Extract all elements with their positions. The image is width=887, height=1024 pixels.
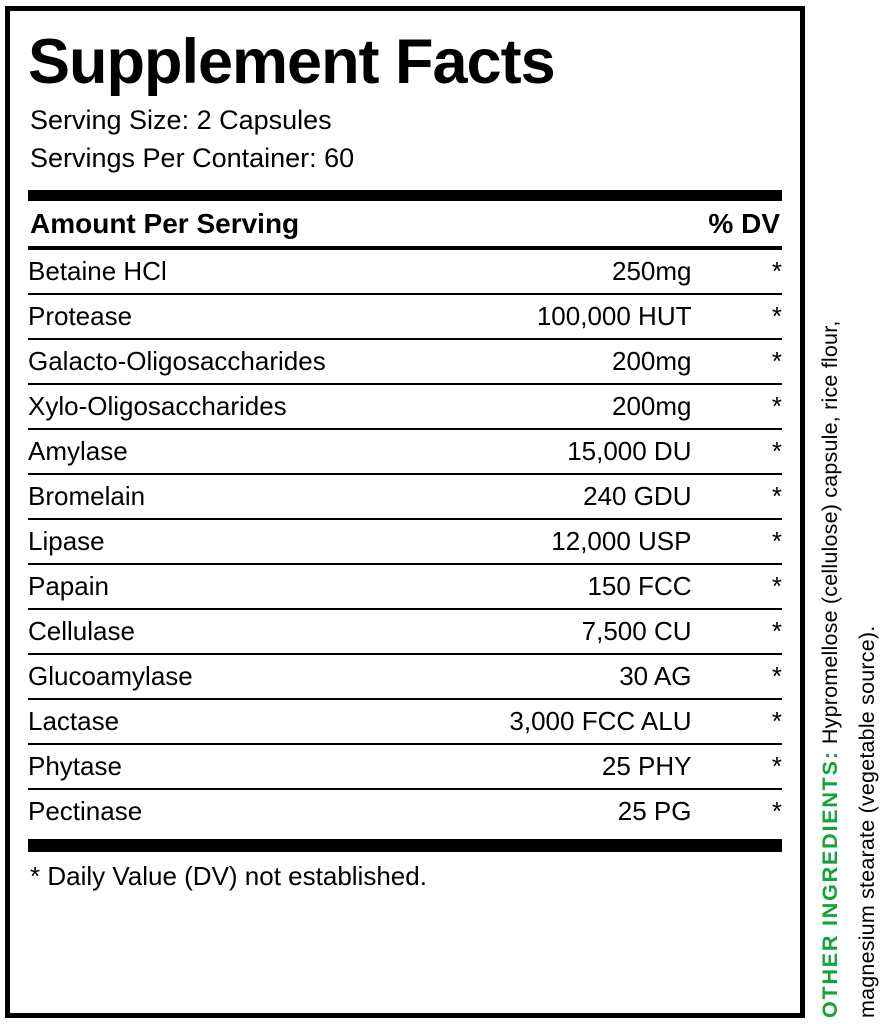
table-row	[28, 564, 782, 609]
nutrient-amount: 3,000 FCC ALU	[375, 699, 692, 744]
nutrient-amount: 25 PG	[617, 795, 692, 826]
nutrient-name: Amylase	[28, 429, 375, 474]
serving-size-text: Serving Size: 2 Capsules	[30, 105, 332, 136]
nutrient-name: Galacto-Oligosaccharides	[28, 339, 375, 384]
other-ingredients-block	[812, 0, 887, 1024]
nutrient-dv: *	[692, 744, 783, 789]
nutrient-amount: 100,000 HUT	[375, 294, 692, 339]
table-row	[28, 429, 782, 474]
nutrient-amount: 200mg	[375, 384, 692, 429]
divider-thick-bottom	[28, 839, 782, 852]
daily-value-footnote: * Daily Value (DV) not established.	[30, 860, 427, 891]
nutrient-name: Lactase	[28, 699, 375, 744]
page-title: Supplement Facts	[28, 27, 555, 97]
nutrient-dv: *	[692, 384, 783, 429]
nutrient-name: Pectinase	[28, 795, 143, 826]
nutrient-dv: *	[692, 294, 783, 339]
servings-per-container-text: Servings Per Container: 60	[30, 143, 355, 174]
nutrient-name: Lipase	[28, 519, 375, 564]
nutrient-dv: *	[692, 654, 783, 699]
table-row	[28, 250, 782, 294]
table-row	[28, 699, 782, 744]
nutrient-dv: *	[692, 250, 783, 294]
table-row	[28, 654, 782, 699]
nutrient-dv: *	[692, 339, 783, 384]
table-row	[28, 294, 782, 339]
nutrient-amount: 12,000 USP	[375, 519, 692, 564]
nutrient-name: Xylo-Oligosaccharides	[28, 384, 375, 429]
nutrient-dv: *	[771, 795, 782, 826]
nutrient-amount: 200mg	[375, 339, 692, 384]
nutrient-dv: *	[692, 474, 783, 519]
nutrient-dv: *	[692, 519, 783, 564]
table-row	[28, 384, 782, 429]
amount-per-serving-header: Amount Per Serving	[30, 207, 300, 239]
divider-thick-top	[28, 190, 782, 201]
nutrient-dv: *	[692, 609, 783, 654]
nutrient-dv: *	[692, 699, 783, 744]
nutrient-amount: 150 FCC	[375, 564, 692, 609]
nutrient-name: Papain	[28, 564, 375, 609]
table-row	[28, 519, 782, 564]
other-ingredients-line-1: Hypromellose (cellulose) capsule, rice flour,	[818, 320, 842, 745]
supplement-facts-panel	[5, 6, 805, 1018]
table-row	[28, 474, 782, 519]
nutrient-name: Phytase	[28, 744, 375, 789]
other-ingredients-label: OTHER INGREDIENTS:	[818, 750, 842, 1018]
table-row	[28, 339, 782, 384]
other-ingredients-line-2: magnesium stearate (vegetable source).	[854, 625, 879, 1018]
nutrient-amount: 30 AG	[375, 654, 692, 699]
nutrient-amount: 7,500 CU	[375, 609, 692, 654]
table-header-row	[28, 201, 782, 246]
nutrient-name: Protease	[28, 294, 375, 339]
table-row	[28, 609, 782, 654]
nutrient-dv: *	[692, 429, 783, 474]
nutrient-name: Bromelain	[28, 474, 375, 519]
daily-value-header: % DV	[708, 207, 780, 239]
nutrients-table	[28, 250, 782, 833]
nutrient-amount: 25 PHY	[375, 744, 692, 789]
nutrient-name: Glucoamylase	[28, 654, 375, 699]
nutrient-dv: *	[692, 564, 783, 609]
nutrient-name: Cellulase	[28, 609, 375, 654]
nutrient-name: Betaine HCl	[28, 250, 375, 294]
nutrient-amount: 15,000 DU	[375, 429, 692, 474]
nutrient-amount: 250mg	[375, 250, 692, 294]
nutrient-amount: 240 GDU	[375, 474, 692, 519]
table-row	[28, 744, 782, 789]
table-row	[28, 789, 782, 833]
